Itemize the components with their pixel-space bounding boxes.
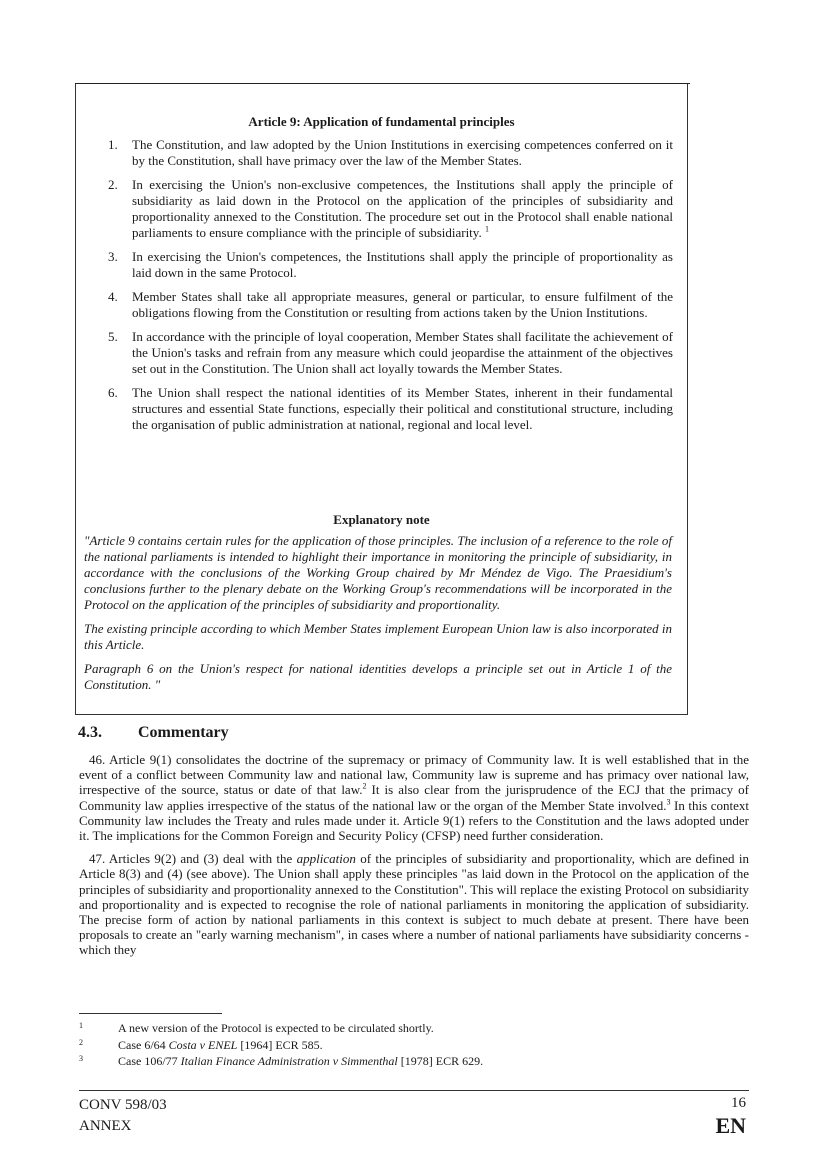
paragraph-text: In exercising the Union's non-exclusive competences, the Institutions shall apply the principle of subsidiarity as laid down in the Protocol on the application of the principles of subsidiarity and proportionality annexed to the Constitution. The procedure set out in the Protocol shall enable national parliaments to ensure compliance with the principle of subsidiarity. — [132, 177, 673, 240]
paragraph-text: In exercising the Union's competences, the Institutions shall apply the principle of proportionality as laid down in the same Protocol. — [132, 249, 673, 280]
text-run: of the principles of subsidiarity and proportionality, which are defined in Article 8(3) and (4) (see above). The Union shall apply these principles "as laid down in the Protocol on the application of the principles of subsidiarity and proportionality annexed to the Constitution". This will replace the existing Protocol on subsidiarity and proportionality and is expected to recognise the role of national parliaments in monitoring the application of subsidiarity. The precise form of action by national parliaments in this context is subject to much debate at present. There have been proposals to create an "early warning mechanism", in cases where a number of national parliaments have subsidiarity concerns - which they — [79, 851, 749, 958]
article-paragraph — [105, 329, 673, 377]
paragraph-text: The Constitution, and law adopted by the Union Institutions in exercising competences conferred on it by the Constitution, shall have primacy over the law of the Member States. — [132, 137, 673, 168]
paragraph-text: The Union shall respect the national identities of its Member States, inherent in their fundamental structures and essential State functions, especially their political and constitutional structure, including the organisation of public administration at national, regional and local level. — [132, 385, 673, 432]
text-run: 47. Articles 9(2) and (3) deal with the — [89, 851, 297, 867]
footnote-ref: 3 — [666, 797, 671, 807]
footnotes — [79, 1020, 749, 1070]
footer-left — [79, 1095, 167, 1137]
footnote — [79, 1037, 749, 1054]
section-number: 4.3. — [78, 724, 102, 741]
section-heading — [78, 724, 229, 742]
article-title: Article 9: Application of fundamental principles — [248, 114, 515, 129]
paragraph-number: 5. — [108, 329, 118, 344]
text-run: It is also clear from the jurisprudence of the ECJ that the primacy of Community law applies irrespective of the status of the national law or the organ of the Member State involved. — [79, 782, 749, 813]
commentary-paragraph-47 — [79, 851, 749, 957]
explanatory-paragraph: "Article 9 contains certain rules for the application of those principles. The inclusion of a reference to the role of the national parliaments is intended to highlight their importance in monitoring the principle of subsidiarity, in accordance with the conclusions of the Working Group chaired by Mr Méndez de Vigo. The Praesidium's conclusions further to the plenary debate on the Working Group's recommendations will be incorporated in the Protocol on the application of the principles of subsidiarity and proportionality. — [84, 533, 672, 612]
page-number: 16 — [731, 1095, 746, 1111]
article-paragraph — [105, 249, 673, 281]
paragraph-number: 3. — [108, 249, 118, 264]
article-paragraph — [105, 385, 673, 433]
commentary-paragraph-46 — [79, 752, 749, 843]
paragraph-number: 1. — [108, 137, 118, 152]
frame-top-rule — [75, 83, 690, 84]
footnote-separator — [79, 1013, 222, 1014]
paragraph-number: 4. — [108, 289, 118, 304]
footnote-text: Case 106/77 — [118, 1054, 181, 1068]
text-run: In this context Community law includes the Treaty and rules made under it. Article 9(1) refers to the Constitution and the laws adopted under it. The implications for the Common Foreign and Security Policy (CFSP) need further consideration. — [79, 797, 749, 844]
annex-label: ANNEX — [79, 1118, 132, 1134]
footnote-text: A new version of the Protocol is expected to be circulated shortly. — [118, 1021, 434, 1035]
explanatory-note — [84, 533, 672, 701]
footnote-number: 2 — [79, 1037, 83, 1047]
article-paragraph — [105, 137, 673, 169]
footnote-number: 3 — [79, 1054, 83, 1063]
article-paragraph-list — [105, 137, 673, 441]
paragraph-number: 2. — [108, 177, 118, 192]
article-paragraph — [105, 289, 673, 321]
article-paragraph — [105, 177, 673, 241]
footnote — [79, 1020, 749, 1037]
explanatory-paragraph: The existing principle according to which Member States implement European Union law is also incorporated in this Article. — [84, 621, 672, 652]
footnote-number: 1 — [79, 1021, 83, 1030]
footnote-case-name: Italian Finance Administration v Simmenthal — [180, 1054, 398, 1068]
section-title: Commentary — [138, 724, 229, 741]
footnote-ref: 2 — [362, 782, 367, 792]
footnote-text: Case 6/64 — [118, 1037, 169, 1052]
paragraph-text: Member States shall take all appropriate measures, general or particular, to ensure fulfilment of the obligations flowing from the Constitution or resulting from actions taken by the Union Institutions. — [132, 289, 673, 320]
document-reference: CONV 598/03 — [79, 1097, 167, 1113]
footnote-ref: 1 — [484, 224, 489, 234]
footer-rule — [79, 1090, 749, 1091]
footnote — [79, 1053, 749, 1070]
footnote-case-name: Costa v ENEL — [168, 1037, 238, 1052]
emphasis: application — [296, 851, 356, 867]
footnote-citation: [1964] ECR 585. — [237, 1037, 323, 1052]
commentary-body — [79, 752, 749, 966]
paragraph-text: In accordance with the principle of loyal cooperation, Member States shall facilitate the achievement of the Union's tasks and refrain from any measure which could jeopardise the attainment of the objectives set out in the Constitution. The Union shall act loyally towards the Member States. — [132, 329, 673, 376]
text-run: 46. Article 9(1) consolidates the doctrine of the supremacy or primacy of Community law. It is well established that in the event of a conflict between Community law and national law, Community law is supreme and has primacy over national law, irrespective of the source, status or date of that law. — [79, 752, 749, 798]
footnote-citation: [1978] ECR 629. — [397, 1054, 484, 1068]
explanatory-note-title: Explanatory note — [333, 512, 430, 527]
paragraph-number: 6. — [108, 385, 118, 400]
explanatory-paragraph: Paragraph 6 on the Union's respect for national identities develops a principle set out in Article 1 of the Constitution. " — [84, 661, 672, 692]
language-code: EN — [715, 1113, 746, 1138]
